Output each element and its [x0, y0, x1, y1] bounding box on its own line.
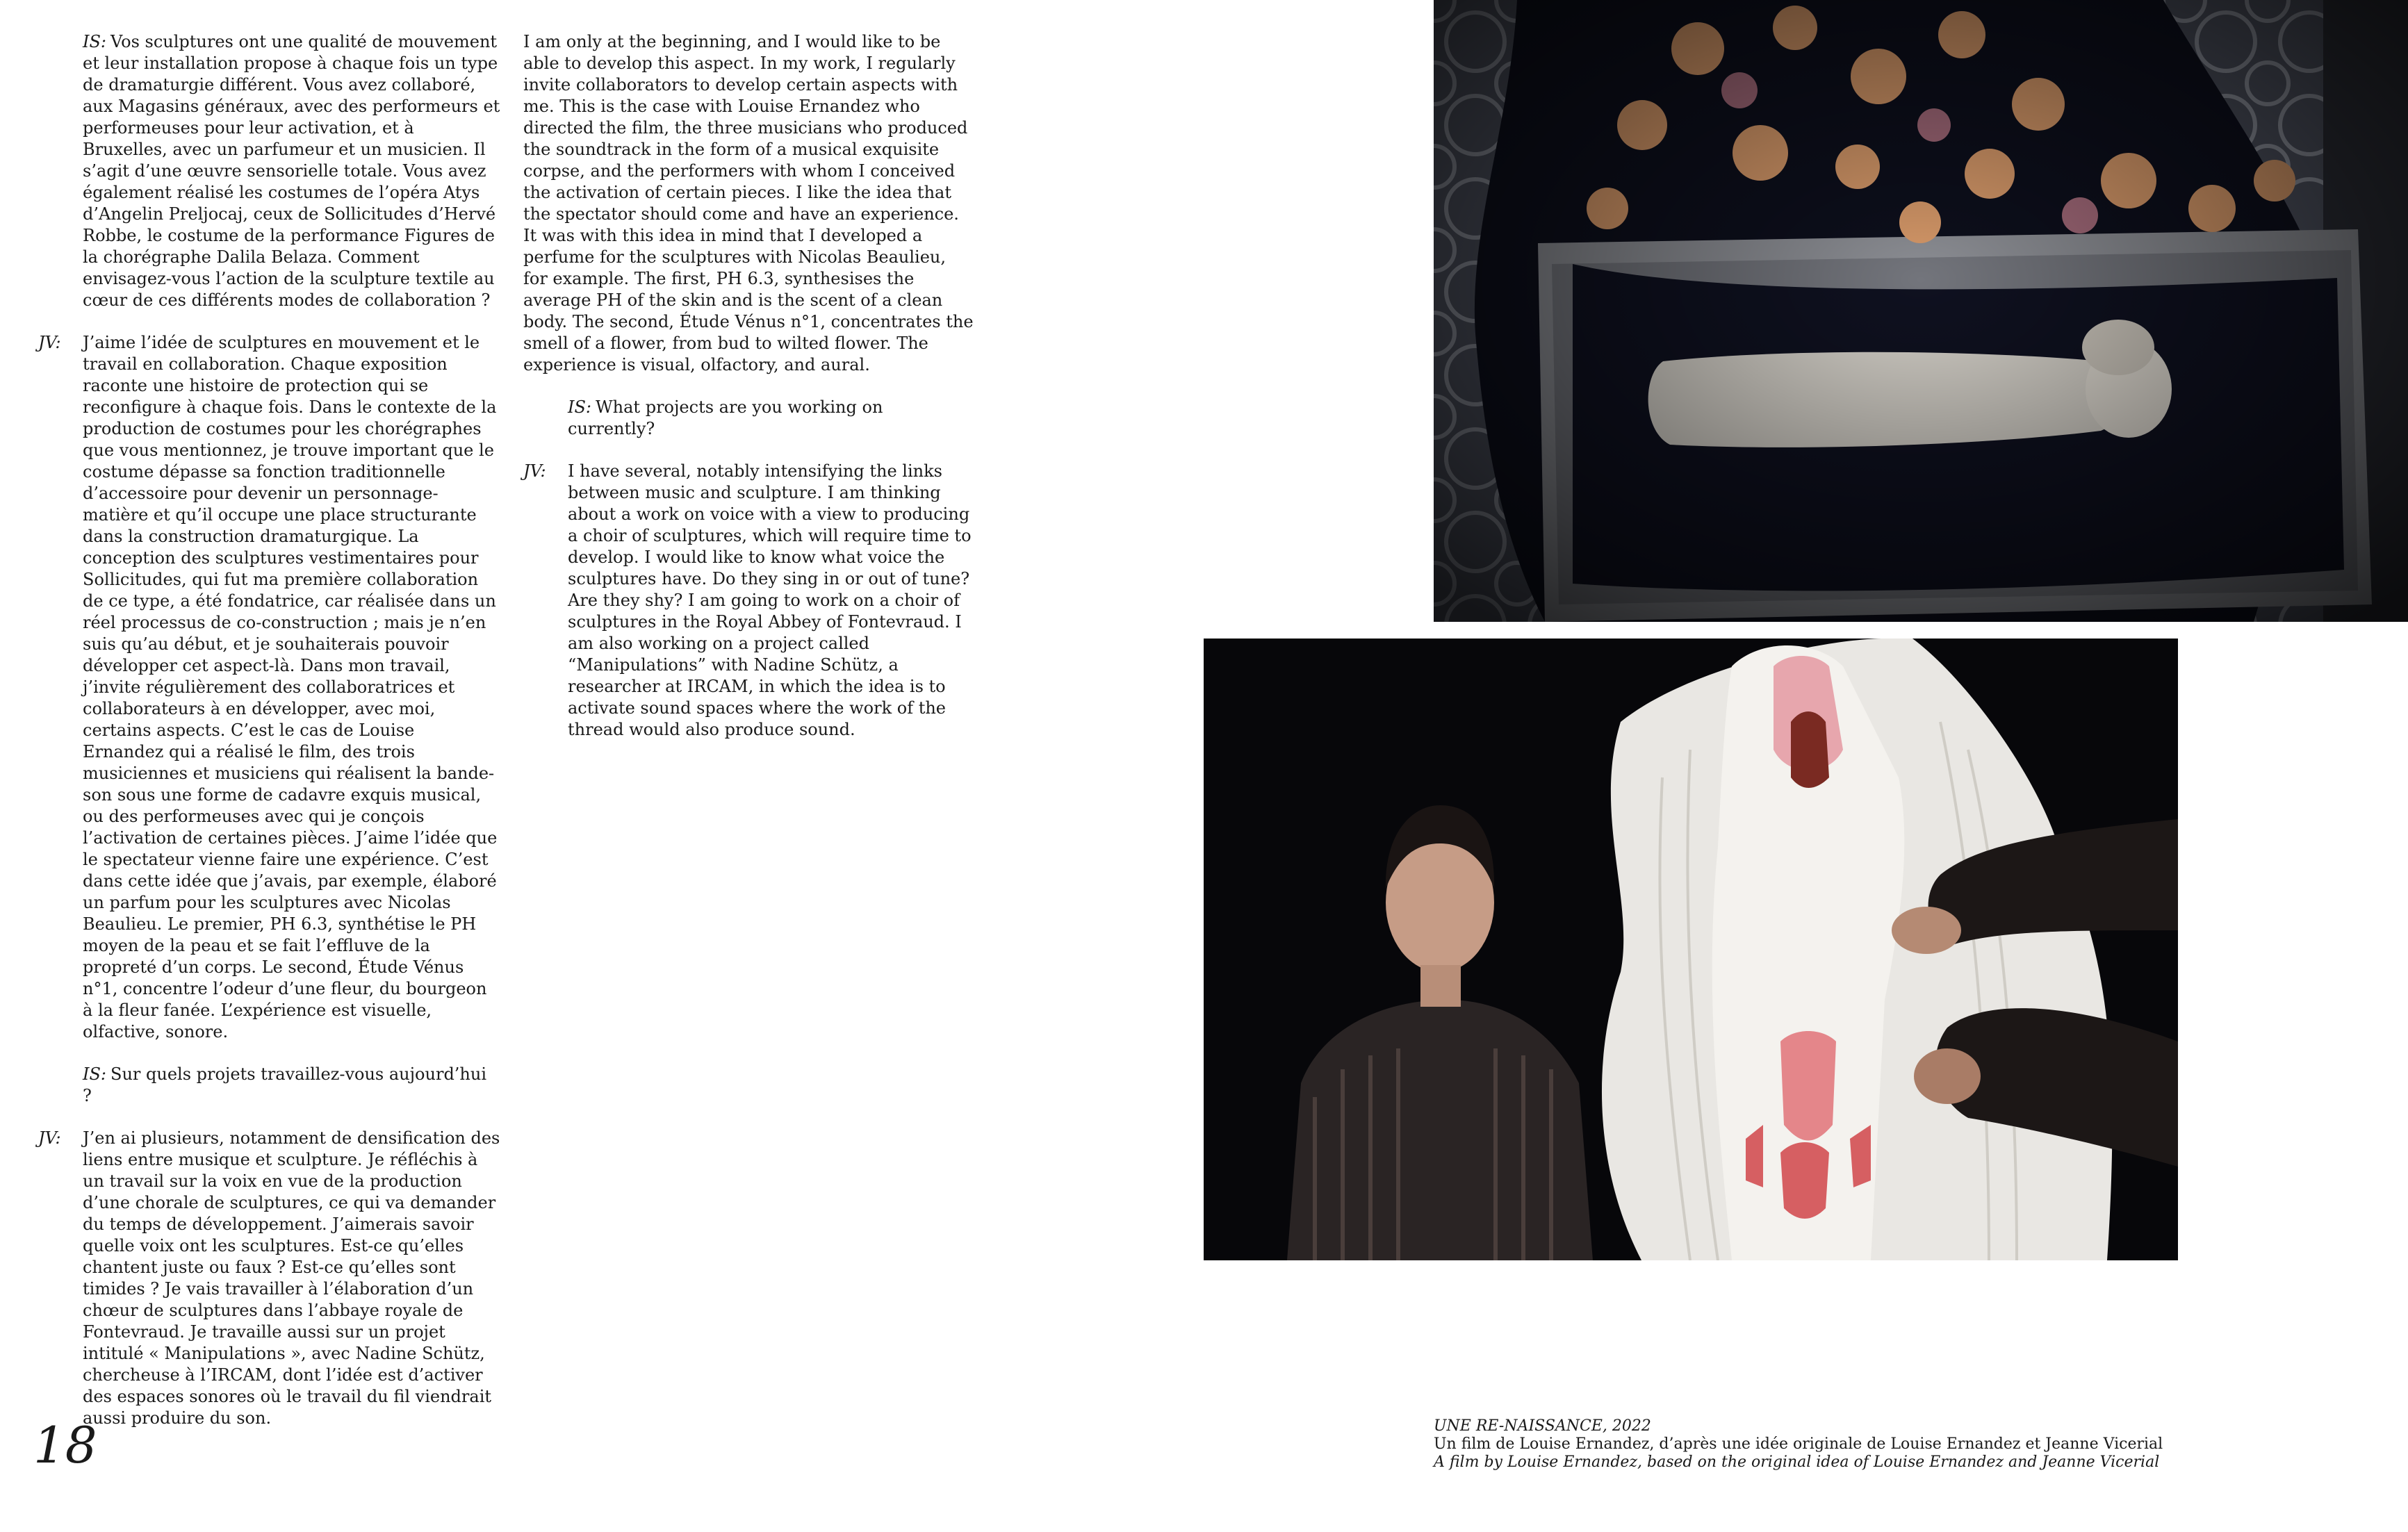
speaker-label: JV:: [523, 461, 546, 481]
caption-english: A film by Louise Ernandez, based on the original idea of Louise Ernandez and Jeanne Vicerial: [1434, 1453, 2160, 1471]
photo-caption: [1434, 1417, 2163, 1472]
photo-textile-sculpture: [1204, 639, 2178, 1260]
speaker-label: JV:: [38, 333, 61, 352]
page-number: 18: [33, 1416, 97, 1474]
question-text: Sur quels projets travaillez-vous aujourd’hui ?: [83, 1064, 487, 1105]
answer-text: I have several, notably intensifying the links between music and sculpture. I am thinking about a work on voice with a view to producing a choir of sculptures, which will require time to develop. I would like to know what voice the sculptures have. Do they sing in or out of tune? Are they shy? I am going to work on a choir of sculptures in the Royal Abbey of Fontevraud. I am also working on a project called “Manipulations” with Nadine Schütz, a researcher at IRCAM, in which the idea is to activate sound spaces where the work of the thread would also produce sound.: [568, 461, 972, 739]
speaker-label: JV:: [38, 1128, 61, 1148]
caption-french: Un film de Louise Ernandez, d’après une idée originale de Louise Ernandez et Jeanne Vicerial: [1434, 1435, 2163, 1453]
speaker-label: IS:: [83, 1064, 107, 1084]
speaker-label: IS:: [83, 32, 107, 51]
answer-text: J’en ai plusieurs, notamment de densification des liens entre musique et sculpture. Je réfléchis à un travail sur la voix en vue de la production d’une chorale de sculptures, ce qui va demander du temps de développement. J’aimerais savoir quelle voix ont les sculptures. Est-ce qu’elles chantent juste ou faux ? Est-ce qu’elles sont timides ? Je vais travailler à l’élaboration d’un chœur de sculptures dans l’abbaye royale de Fontevraud. Je travaille aussi sur un projet intitulé « Manipulations », avec Nadine Schütz, chercheuse à l’IRCAM, dont l’idée est d’activer des espaces sonores où le travail du fil viendrait aussi produire du son.: [83, 1128, 500, 1428]
question-1-fr: [38, 31, 500, 311]
question-text: What projects are you working on currently?: [568, 397, 883, 438]
photo-reclining-sculpture: [1434, 0, 2408, 622]
answer-2-fr: [38, 1128, 500, 1429]
question-2-en: [523, 397, 975, 440]
english-column: [523, 31, 975, 761]
answer-1-fr: [38, 332, 500, 1043]
answer-text: J’aime l’idée de sculptures en mouvement et le travail en collaboration. Chaque exposition raconte une histoire de protection qui se reconfigure à chaque fois. Dans le contexte de la production de costumes pour les chorégraphes que vous mentionnez, je trouve important que le costume dépasse sa fonction traditionnelle d’accessoire pour devenir un personnage-matière et qu’il occupe une place structurante dans la construction dramaturgique. La conception des sculptures vestimentaires pour Sollicitudes, qui fut ma première collaboration de ce type, a été fondatrice, car réalisée dans un réel processus de co-construction ; mais je n’en suis qu’au début, et je souhaiterais pouvoir développer cet aspect-là. Dans mon travail, j’invite régulièrement des collaboratrices et collaborateurs à en développer, avec moi, certains aspects. C’est le cas de Louise Ernandez qui a réalisé le film, des trois musiciennes et musiciens qui réalisent la bande-son sous une forme de cadavre exquis musical, ou des performeuses avec qui je conçois l’activation de certaines pièces. J’aime l’idée que le spectateur vienne faire une expérience. C’est dans cette idée que j’avais, par exemple, élaboré un parfum pour les sculptures avec Nicolas Beaulieu. Le premier, PH 6.3, synthétise le PH moyen de la peau et se fait l’effluve de la propreté d’un corps. Le second, Étude Vénus n°1, concentre l’odeur d’une fleur, du bourgeon à la fleur fanée. L’expérience est visuelle, olfactive, sonore.: [83, 333, 498, 1041]
caption-title: UNE RE-NAISSANCE, 2022: [1434, 1417, 1651, 1435]
answer-2-en: [523, 461, 975, 741]
speaker-label: IS:: [568, 397, 592, 417]
french-column: [38, 31, 500, 1450]
question-text: Vos sculptures ont une qualité de mouvement et leur installation propose à chaque fois un type de dramaturgie différent. Vous avez collaboré, aux Magasins généraux, avec des performeurs et performeuses pour leur activation, et à Bruxelles, avec un parfumeur et un musicien. Il s’agit d’une œuvre sensorielle totale. Vous avez également réalisé les costumes de l’opéra Atys d’Angelin Preljocaj, ceux de Sollicitudes d’Hervé Robbe, le costume de la performance Figures de la chorégraphe Dalila Belaza. Comment envisagez-vous l’action de la sculpture textile au cœur de ces différents modes de collaboration ?: [83, 32, 500, 310]
answer-1-en-continued: I am only at the beginning, and I would like to be able to develop this aspect. In my work, I regularly invite collaborators to develop certain aspects with me. This is the case with Louise Ernandez who directed the film, the three musicians who produced the soundtrack in the form of a musical exquisite corpse, and the performers with whom I conceived the activation of certain pieces. I like the idea that the spectator should come and have an experience. It was with this idea in mind that I developed a perfume for the sculptures with Nicolas Beaulieu, for example. The first, PH 6.3, synthesises the average PH of the skin and is the scent of a clean body. The second, Étude Vénus n°1, concentrates the smell of a flower, from bud to wilted flower. The experience is visual, olfactory, and aural.: [523, 32, 974, 374]
question-2-fr: [38, 1064, 500, 1107]
